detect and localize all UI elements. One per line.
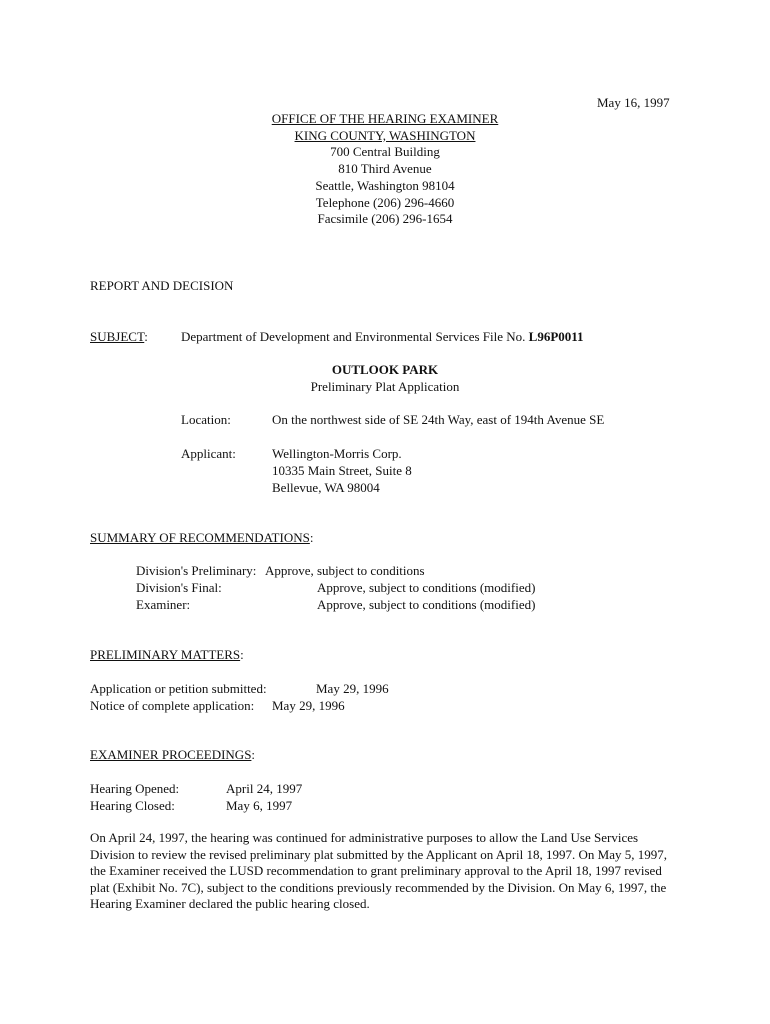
office-facsimile: Facsimile (206) 296-1654 xyxy=(317,211,453,227)
summary-label: Division's Final: xyxy=(136,580,222,595)
report-title: REPORT AND DECISION xyxy=(90,278,234,293)
summary-heading-colon: : xyxy=(309,530,314,545)
proceedings-label: Hearing Opened: xyxy=(90,781,180,796)
subject-text: Department of Development and Environmental Services File No. xyxy=(181,329,526,344)
preliminary-heading-colon: : xyxy=(240,647,244,662)
summary-value: Approve, subject to conditions xyxy=(265,563,425,578)
proceedings-heading-colon: : xyxy=(251,747,256,762)
project-type: Preliminary Plat Application xyxy=(310,379,460,394)
office-street: 810 Third Avenue xyxy=(338,161,432,177)
applicant-name: Wellington-Morris Corp. xyxy=(272,446,402,461)
proceedings-value: May 6, 1997 xyxy=(226,798,293,813)
file-number: L96P0011 xyxy=(528,329,584,344)
applicant-city: Bellevue, WA 98004 xyxy=(272,480,380,495)
summary-value: Approve, subject to conditions (modified) xyxy=(317,580,536,595)
applicant-label: Applicant: xyxy=(181,446,236,461)
office-building: 700 Central Building xyxy=(330,144,440,160)
office-name: OFFICE OF THE HEARING EXAMINER xyxy=(271,111,499,126)
proceedings-paragraph: On April 24, 1997, the hearing was continued for administrative purposes to allow the Land Use Services Division to review the revised preliminary plat submitted by the Applicant on April 18, 1997. On May 5, 1997, the Examiner received the LUSD recommendation to grant preliminary approval to the April 18, 1997 revised plat (Exhibit No. 7C), subject to the conditions previously recommended by the Division. On May 6, 1997, the Hearing Examiner declared the public hearing closed. xyxy=(90,830,667,912)
subject-label-line xyxy=(90,329,148,345)
proceedings-label: Hearing Closed: xyxy=(90,798,175,813)
subject-line xyxy=(181,329,584,345)
summary-value: Approve, subject to conditions (modified) xyxy=(317,597,536,612)
proceedings-heading xyxy=(90,747,255,763)
summary-heading xyxy=(90,530,313,546)
office-county: KING COUNTY, WASHINGTON xyxy=(294,127,476,143)
preliminary-heading xyxy=(90,647,244,663)
location-value: On the northwest side of SE 24th Way, east of 194th Avenue SE xyxy=(272,412,605,427)
summary-label: Examiner: xyxy=(136,597,191,612)
preliminary-value: May 29, 1996 xyxy=(316,681,389,696)
location-label: Location: xyxy=(181,412,231,427)
preliminary-label: Application or petition submitted: xyxy=(90,681,267,696)
project-name: OUTLOOK PARK xyxy=(331,362,439,377)
preliminary-value: May 29, 1996 xyxy=(272,698,345,713)
summary-label: Division's Preliminary: xyxy=(136,563,257,578)
subject-label: SUBJECT xyxy=(90,329,145,344)
applicant-street: 10335 Main Street, Suite 8 xyxy=(272,463,412,478)
summary-heading-text: SUMMARY OF RECOMMENDATIONS xyxy=(90,530,310,545)
preliminary-label: Notice of complete application: xyxy=(90,698,255,713)
office-city: Seattle, Washington 98104 xyxy=(315,177,455,193)
document-date: May 16, 1997 xyxy=(597,95,670,110)
proceedings-heading-text: EXAMINER PROCEEDINGS xyxy=(90,747,252,762)
preliminary-heading-text: PRELIMINARY MATTERS xyxy=(90,647,241,662)
subject-colon: : xyxy=(144,329,148,344)
office-telephone: Telephone (206) 296-4660 xyxy=(315,194,455,210)
proceedings-value: April 24, 1997 xyxy=(226,781,303,796)
